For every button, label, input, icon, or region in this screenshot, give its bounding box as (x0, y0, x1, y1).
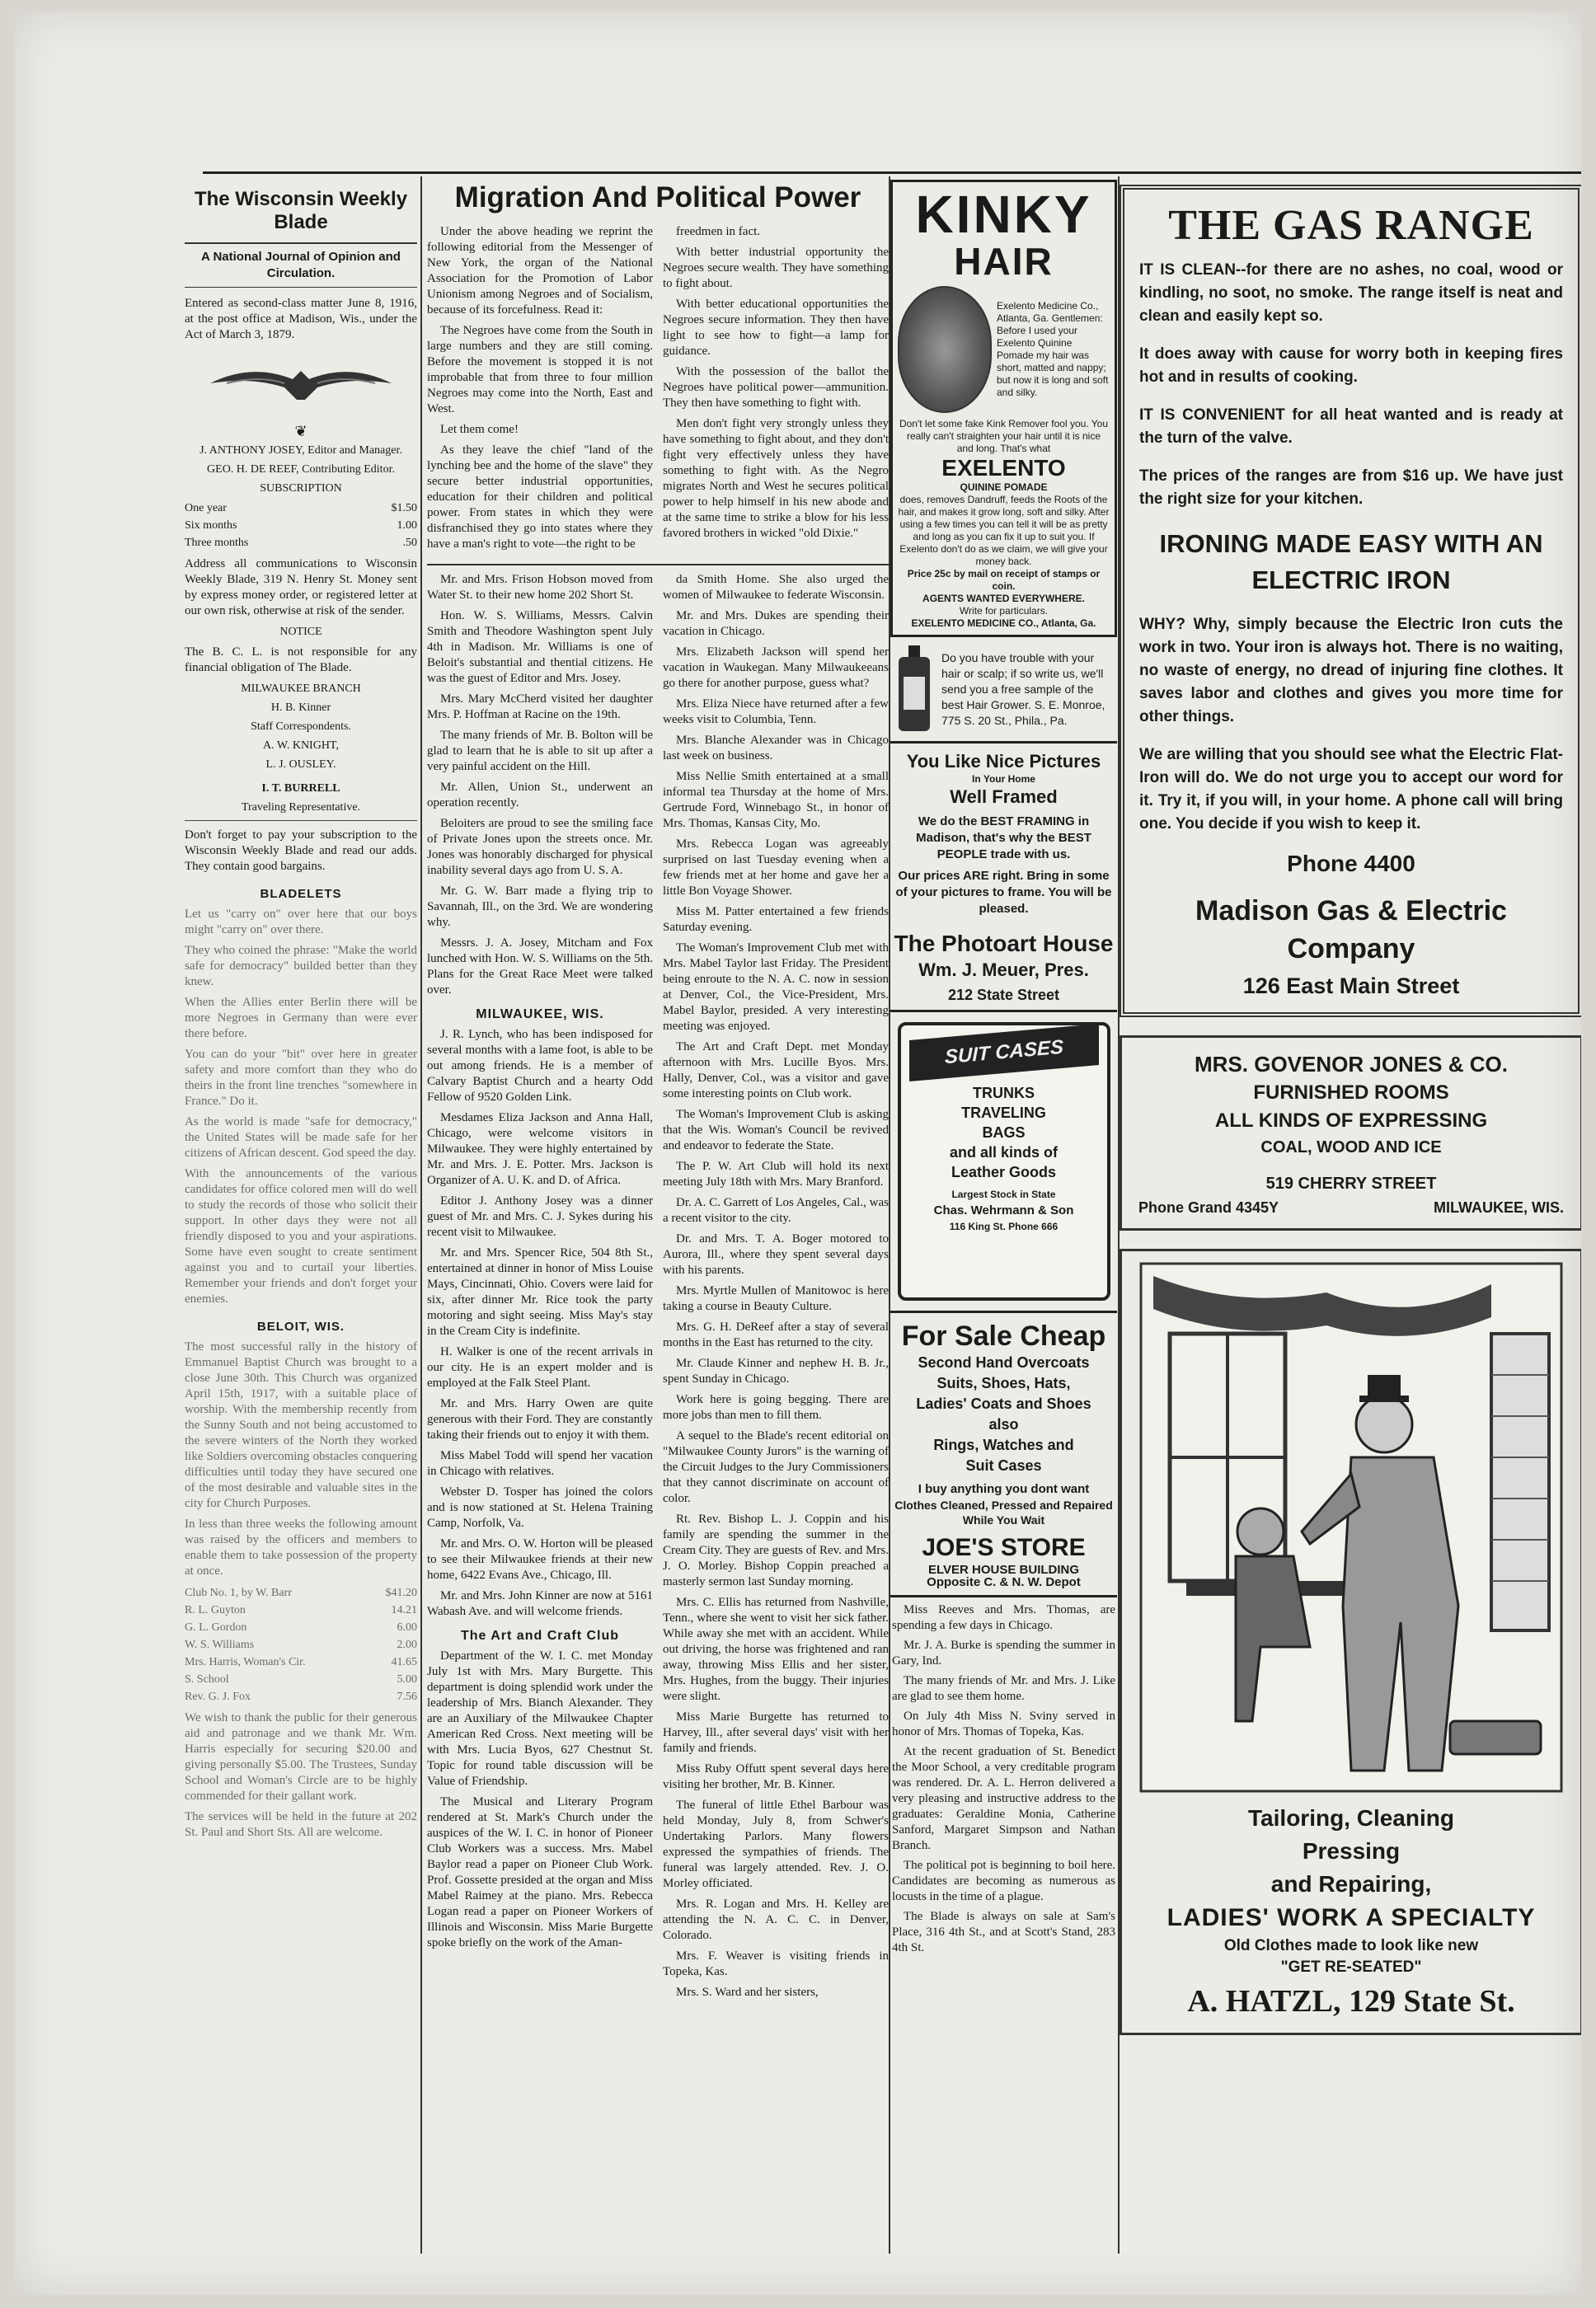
contrib-line: GEO. H. DE REEF, Contributing Editor. (207, 463, 395, 476)
gas-p5: WHY? Why, simply because the Electric Iron cuts the work in two. Your iron is always hot. There is no waiting, no waste of energy, no dread of injuring fine clothes. It saves labor and clothes and gives you more time for other things. (1139, 616, 1563, 725)
hatzl-l6: "GET RE-SEATED" (1280, 1959, 1422, 1976)
table-row: Three months .50 (185, 537, 417, 549)
locals-right (663, 572, 889, 2005)
portrait-image (898, 286, 992, 413)
list-item: With better industrial opportunity the Negroes secure wealth. They have something to fight about. (663, 246, 889, 290)
article-column (427, 180, 889, 2257)
list-item: We wish to thank the public for their generous aid and patronage and we thank Mr. Wm. Harris especially for securing $20.00 and giving personally $5.00. The Trustees, Sunday School and Woman's Circle are to be highly commended for their gallant work. (185, 1711, 417, 1803)
kinky-price: Price 25c by mail on receipt of stamps or coin. (907, 568, 1101, 592)
table-row: Mrs. Harris, Woman's Cir. 41.65 (185, 1656, 417, 1668)
artcraft-heading: The Art and Craft Club (460, 1629, 620, 1643)
list-item: Mr. and Mrs. Frison Hobson moved from Water St. to their new home 202 Short St. (427, 573, 653, 602)
hatzl-l7: A. HATZL, 129 State St. (1187, 1984, 1515, 2019)
beloit-body (185, 1339, 417, 1841)
list-item: Mrs. F. Weaver is visiting friends in Topeka, Kas. (663, 1949, 889, 1978)
kinky-brand2: QUININE POMADE (960, 481, 1048, 493)
traveling-title: Traveling Representative. (241, 801, 361, 814)
hatzl-l2: Pressing (1302, 1838, 1401, 1864)
list-item: On July 4th Miss N. Sviny served in honor of Mrs. Thomas of Topeka, Kas. (892, 1710, 1115, 1738)
hatzl-l1: Tailoring, Cleaning (1248, 1805, 1454, 1831)
sale-bldg: ELVER HOUSE BUILDING (927, 1563, 1080, 1577)
list-item: Mr. and Mrs. Dukes are spending their vacation in Chicago. (663, 609, 889, 638)
ads-column (890, 180, 1117, 2257)
list-item: With better educational opportunities the Negroes secure information. They then have light to see how to fight—a lamp for guidance. (663, 298, 889, 358)
list-item: Suit Cases (965, 1457, 1042, 1474)
kinky-agents: AGENTS WANTED EVERYWHERE. (922, 593, 1085, 604)
column-rule-1 (420, 176, 422, 2254)
list-item: Work here is going begging. There are more jobs than men to fill them. (663, 1393, 889, 1422)
list-item: freedmen in fact. (676, 225, 761, 238)
suitcase-icon (898, 1022, 1110, 1301)
gas-address: 126 East Main Street (1242, 973, 1460, 998)
list-item: Let us "carry on" over here that our boys might "carry on" over there. (185, 908, 417, 936)
big-ads-column (1120, 180, 1581, 2257)
list-item: Ladies' Coats and Shoes (916, 1396, 1091, 1412)
gas-p1: IT IS CLEAN--for there are no ashes, no coal, wood or kindling, no soot, no smoke. The range itself is neat and clean and easily kept so. (1139, 261, 1563, 325)
hatzl-l3: and Repairing, (1270, 1871, 1432, 1897)
list-item: The many friends of Mr. and Mrs. J. Like are glad to see them home. (892, 1674, 1115, 1703)
kinky-company: EXELENTO MEDICINE CO., Atlanta, Ga. (911, 617, 1096, 629)
subscription-table (185, 500, 417, 551)
list-item: The most successful rally in the history of Emmanuel Baptist Church was brought to a close June 30th. This Church was organized April 15th, 1917, with a suitable place of worship. With the membership recently from the Sunny South and not being accustomed to the severe winters of the North they worked like Soldiers overcoming obstacles conquering difficulties until today they have secured one of the most desirable and valuable sites in the city for Church Purposes. (185, 1340, 417, 1510)
list-item: Editor J. Anthony Josey was a dinner guest of Mr. and Mrs. C. J. Sykes during his recent visit to Milwaukee. (427, 1194, 653, 1239)
branch-heading: MILWAUKEE BRANCH (241, 683, 361, 695)
list-item: The political pot is beginning to boil here. Candidates are becoming as numerous as locusts in the time of a plague. (892, 1859, 1115, 1903)
gas-p3: IT IS CONVENIENT for all heat wanted and is ready at the turn of the valve. (1139, 406, 1563, 447)
jones-l3: COAL, WOOD AND ICE (1260, 1138, 1442, 1156)
beloit-heading: BELOIT, WIS. (256, 1320, 345, 1334)
table-row: S. School 5.00 (185, 1673, 417, 1686)
pictures-body: We do the BEST FRAMING in Madison, that's why the BEST PEOPLE trade with us. (916, 814, 1091, 861)
article-body (427, 224, 889, 557)
pictures-prices: Our prices ARE right. Bring in some of your pictures to frame. You will be pleased. (895, 869, 1112, 916)
list-item: Mr. and Mrs. Spencer Rice, 504 8th St., entertained at dinner in honor of Miss Louise Mays, Cincinnati, Ohio. Covers were laid for six, after dinner Mr. Rice took the party motoring and sight seeing. Miss May's stay in the Cream City is indefinite. (427, 1246, 653, 1338)
masthead-title: The Wisconsin Weekly Blade (194, 188, 408, 233)
table-row: Club No. 1, by W. Barr $41.20 (185, 1587, 417, 1599)
list-item: BAGS (982, 1124, 1026, 1141)
kinky-write: Write for particulars. (959, 605, 1049, 617)
dont-forget: Don't forget to pay your subscription to the Wisconsin Weekly Blade and read our adds. They contain good bargains. (185, 820, 417, 875)
list-item: J. R. Lynch, who has been indisposed for several months with a lame foot, is able to be out among friends. He is a member of Calvary Baptist Church and a hearty Odd Fellow of 9520 Golden Link. (427, 1028, 653, 1104)
kinky-hair: HAIR (954, 240, 1054, 283)
bladelets-body (185, 907, 417, 1307)
list-item: The many friends of Mr. B. Bolton will be glad to learn that he is able to sit up after a very painful accident on the Hill. (427, 729, 653, 773)
list-item: Rt. Rev. Bishop L. J. Coppin and his family are spending the summer in the Cream City. They are guests of Rev. and Mrs. J. O. Morley. Bishop Coppin preached a masterly sermon last Sunday morning. (663, 1513, 889, 1588)
list-item: Miss Mabel Todd will spend her vacation in Chicago with relatives. (427, 1449, 653, 1478)
list-item: Mrs. Mary McCherd visited her daughter Mrs. P. Hoffman at Racine on the 19th. (427, 692, 653, 721)
pictures-ad (890, 744, 1117, 1012)
table-row: One year $1.50 (185, 502, 417, 514)
editor-line: J. ANTHONY JOSEY, Editor and Manager. (200, 444, 402, 457)
list-item: Mr. and Mrs. John Kinner are now at 5161 Wabash Ave. and will welcome friends. (427, 1589, 653, 1618)
locals-body (427, 572, 889, 2005)
list-item: Hon. W. S. Williams, Messrs. Calvin Smith and Theodore Washington spent July 4th in Madison. Mr. Williams is one of Beloit's substantial and thential citizens. He was the guest of Editor and Mrs. Josey. (427, 609, 653, 685)
ornament-icon: ❦ (294, 423, 307, 439)
list-item: Mrs. R. Logan and Mrs. H. Kelley are attending the N. A. C. C. in Denver, Colorado. (663, 1898, 889, 1942)
list-item: The Blade is always on sale at Sam's Place, 316 4th St., and at Scott's Stand, 283 4th St. (892, 1910, 1115, 1954)
list-item: Mr. Claude Kinner and nephew H. B. Jr., spent Sunday in Chicago. (663, 1357, 889, 1386)
list-item: Mr. Allen, Union St., underwent an operation recently. (427, 781, 653, 809)
photoart-addr: 212 State Street (947, 987, 1060, 1003)
branch-line: L. J. OUSLEY. (265, 758, 336, 771)
list-item: Mrs. S. Ward and her sisters, (676, 1986, 819, 1999)
kinky-title: KINKY (915, 185, 1092, 244)
notice-heading: NOTICE (279, 626, 322, 638)
list-item: TRAVELING (961, 1105, 1046, 1121)
kinky-brand: EXELENTO (941, 455, 1066, 481)
sale-store: JOE'S STORE (922, 1534, 1086, 1561)
list-item: Messrs. J. A. Josey, Mitcham and Fox lunched with Hon. W. S. Williams on the 5th. Plans for the Great Race Meet were talked over. (427, 936, 653, 997)
suit-address: 116 King St. Phone 666 (949, 1221, 1059, 1232)
list-item: Mr. G. W. Barr made a flying trip to Savannah, Ill., on the 3rd. We are wondering why. (427, 884, 653, 929)
notice-text: The B. C. L. is not responsible for any financial obligation of The Blade. (185, 645, 417, 674)
list-item: Miss M. Patter entertained a few friends Saturday evening. (663, 905, 889, 934)
list-item: As the world is made "safe for democracy," the United States will be made safe for her citizens of African descent. God speed the day. (185, 1115, 417, 1160)
jones-footer (1138, 1199, 1564, 1217)
suit-stock: Largest Stock in State (951, 1189, 1056, 1200)
jones-addr: 519 CHERRY STREET (1265, 1175, 1437, 1193)
iron-heading: IRONING MADE EASY WITH AN ELECTRIC IRON (1159, 529, 1543, 594)
pictures-sub: In Your Home (972, 773, 1035, 785)
photoart-name: The Photoart House (894, 931, 1114, 956)
jones-l1: FURNISHED ROOMS (1253, 1081, 1449, 1104)
gas-p4: The prices of the ranges are from $16 up. We have just the right size for your kitchen. (1139, 467, 1563, 508)
list-item: also (988, 1416, 1019, 1433)
hair-grower-ad (890, 637, 1117, 744)
hatzl-ad (1120, 1249, 1581, 2035)
list-item: Mrs. Myrtle Mullen of Manitowoc is here taking a course in Beauty Culture. (663, 1284, 889, 1313)
article-headline: Migration And Political Power (454, 181, 861, 213)
list-item: The Woman's Improvement Club met with Mrs. Mabel Taylor last Friday. The President being enroute to the N. A. C. now in session at Denver, Col., the Vice-President, Mrs. Mabel Baylor, presided. A very interesting meeting was enjoyed. (663, 941, 889, 1033)
kinky-letter: Exelento Medicine Co., Atlanta, Ga. Gentlemen: Before I used your Exelento Quinine Pomade my hair was short, matted and nappy; but now it is long and soft and silky. (997, 300, 1109, 398)
kinky-hair-ad (890, 180, 1117, 637)
list-item: The Woman's Improvement Club is asking that the Wis. Woman's Council be revived and endeavor to federate the State. (663, 1108, 889, 1152)
jones-ad (1120, 1035, 1581, 1231)
hatzl-l5: Old Clothes made to look like new (1223, 1937, 1479, 1954)
list-item: Dr. A. C. Garrett of Los Angeles, Cal., was a recent visitor to the city. (663, 1196, 889, 1225)
list-item: Second Hand Overcoats (918, 1354, 1090, 1371)
table-row: W. S. Williams 2.00 (185, 1639, 417, 1651)
jones-name: MRS. GOVENOR JONES & CO. (1195, 1052, 1508, 1077)
suitcase-text (913, 1083, 1096, 1286)
list-item: As they leave the chief "land of the lynching bee and the home of the slave" they secure better industrial opportunities, education for their children and political power. From states in which they were disfranchised they go into states where they have a man's right to vote—the right to be (427, 443, 653, 551)
kinky-pitch: Don't let some fake Kink Remover fool you. You really can't straighten your hair until it is nice and long. That's what (899, 418, 1109, 454)
list-item: With the announcements of the various candidates for office colored men will do well to study the records of those who solicit their support. In other days they were not all friendly disposed to you and your aspirations. Some have even sought to create sentiment against you and to curtail your liberties. Remember your friends and don't forget your enemies. (185, 1167, 417, 1306)
jones-phone: Phone Grand 4345Y (1138, 1199, 1279, 1216)
gas-p6: We are willing that you should see what the Electric Flat-Iron will do. We do not urge you to accept our word for it. Try it, if you will, in your home. A phone call will bring one. You decide if you wish to keep it. (1139, 746, 1563, 833)
list-item: Under the above heading we reprint the following editorial from the Messenger of New York, the organ of the National Association for the Promotion of Labor Unionism among Negroes and of Socialism, because of its forcefulness. Read it: (427, 225, 653, 317)
donation-table (185, 1584, 417, 1705)
list-item: When the Allies enter Berlin there will be more Negroes in Germany than were ever there before. (185, 996, 417, 1040)
list-item: The Musical and Literary Program rendered at St. Mark's Church under the auspices of the W. I. C. in honor of Pioneer Club Workers was a success. Mrs. Mabel Baylor read a paper on Pioneer Club Work. Prof. Gossette presided at the organ and Miss Mabel Raimey at the piano. Mrs. Rebecca Logan read a paper on Pioneer Workers of Illinois and Wisconsin. Miss Marie Burgette spoke briefly on the work of the Aman- (427, 1795, 653, 1949)
eagle-icon (193, 354, 409, 412)
list-item: With the possession of the ballot the Negroes have political power—ammunition. They then have something to fight with. (663, 365, 889, 410)
list-item: At the recent graduation of St. Benedict the Moor School, a very creditable program was rendered. Dr. A. L. Herron delivered a very pleasing and instructive address to the graduates: Geraldine Monia, Catherine Sanford, Margaret Simpson and Nathan Branch. (892, 1745, 1115, 1852)
list-item: Mrs. C. Ellis has returned from Nashville, Tenn., where she went to visit her sick father. While away she met with an accident. While out driving, the horse was frightened and ran away, throwing Miss Ellis and her sister, Mrs. Hughes, from the buggy. Their injuries were slight. (663, 1596, 889, 1703)
milwaukee-heading: MILWAUKEE, WIS. (476, 1007, 604, 1021)
hatzl-l4: LADIES' WORK A SPECIALTY (1166, 1904, 1536, 1931)
list-item: The Negroes have come from the South in large numbers and they are still coming. Before the movement is stopped it is not improbable that from three to four million Negroes may come into the North, East and West. (427, 324, 653, 415)
branch-line: A. W. KNIGHT, (263, 739, 339, 752)
sale-clean: Clothes Cleaned, Pressed and Repaired While You Wait (894, 1499, 1113, 1527)
list-item: Mesdames Eliza Jackson and Anna Hall, Chicago, were welcome visitors in Milwaukee. They were highly entertained by Mr. and Mrs. J. E. Potter. Mrs. Jackson is Organizer of A. U. K. and D. of Africa. (427, 1111, 653, 1187)
pictures-framed: Well Framed (950, 786, 1058, 807)
list-item: Miss Reeves and Mrs. Thomas, are spending a few days in Chicago. (892, 1603, 1115, 1632)
list-item: Miss Ruby Offutt spent several days here visiting her brother, Mr. B. Kinner. (663, 1762, 889, 1791)
list-item: Mrs. Eliza Niece have returned after a few weeks visit to Columbia, Tenn. (663, 697, 889, 726)
kinky-body: does, removes Dandruff, feeds the Roots of the hair, and makes it grow long, soft and silky. After using a few times you can tell it will be as pretty and long as you can fix it up to suit you. If Exelento don't do as we claim, we will give your money back. (898, 494, 1110, 567)
gas-phone: Phone 4400 (1287, 851, 1415, 876)
newspaper-page (15, 12, 1581, 2295)
sale-ad (890, 1313, 1117, 1597)
list-item: Department of the W. I. C. met Monday July 1st with Mrs. Mary Burgette. This department is doing splendid work under the leadership of Mrs. Bianch Alexander. They are an Auxiliary of the Milwaukee Chapter American Red Cross. Next meeting will be with Mrs. Lucia Byos, 627 Chestnut St. Topic for round table discussion will be Value of Friendship. (427, 1649, 653, 1788)
list-item: The Art and Craft Dept. met Monday afternoon with Mrs. Lucille Byos. Mrs. Hally, Denver, Col., was a visitor and gave some interesting points on Club work. (663, 1040, 889, 1100)
photoart-pres: Wm. J. Meuer, Pres. (918, 959, 1089, 980)
masthead-column (185, 180, 417, 2257)
suitcase-band: SUIT CASES (909, 1024, 1099, 1081)
bottom-locals (890, 1597, 1117, 1965)
list-item: Beloiters are proud to see the smiling face of Private Jones upon the streets once. Mr. Jones was honorably discharged for physical inability several days ago from U. S. A. (427, 817, 653, 877)
list-item: Suits, Shoes, Hats, (936, 1375, 1071, 1391)
traveling-name: I. T. BURRELL (261, 782, 340, 795)
tailor-illustration-icon (1130, 1260, 1572, 1795)
branch-line: Staff Correspondents. (251, 720, 351, 733)
suit-company: Chas. Wehrmann & Son (933, 1203, 1074, 1217)
list-item: Dr. and Mrs. T. A. Boger motored to Aurora, Ill., where they spent several days with his parents. (663, 1232, 889, 1277)
table-row: G. L. Gordon 6.00 (185, 1621, 417, 1634)
subscription-heading: SUBSCRIPTION (260, 482, 342, 495)
list-item: Leather Goods (951, 1164, 1057, 1180)
list-item: The P. W. Art Club will hold its next meeting July 18th with Mrs. Mary Branford. (663, 1160, 889, 1189)
list-item: TRUNKS (973, 1085, 1035, 1101)
list-item: A sequel to the Blade's recent editorial on "Milwaukee County Jurors" is the warning of the Circuit Judges to the Jury Commissioners that they cannot discriminate on account of color. (663, 1429, 889, 1505)
list-item: Mrs. Blanche Alexander was in Chicago last week on business. (663, 734, 889, 762)
locals-left (427, 572, 653, 2005)
sale-opposite: Opposite C. & N. W. Depot (927, 1575, 1081, 1589)
list-item: da Smith Home. She also urged the women of Milwaukee to federate Wisconsin. (663, 573, 889, 602)
sale-title: For Sale Cheap (901, 1321, 1106, 1352)
list-item: Mrs. Elizabeth Jackson will spend her vacation in Waukegan. Many Milwaukeeans go there for another purpose, guess what? (663, 645, 889, 690)
bladelets-heading: BLADELETS (260, 887, 342, 901)
jones-l2: ALL KINDS OF EXPRESSING (1214, 1109, 1488, 1132)
list-item: The funeral of little Ethel Barbour was held Monday, July 8, from Schwer's Undertaking Parlors. Many flowers expressed the sympathies of friends. The funeral was largely attended. Rev. J. O. Morley officiated. (663, 1799, 889, 1890)
table-row: Six months 1.00 (185, 519, 417, 532)
bottle-icon (894, 644, 935, 734)
gas-title: THE GAS RANGE (1168, 202, 1534, 249)
pictures-title: You Like Nice Pictures (906, 751, 1101, 772)
table-row: Rev. G. J. Fox 7.56 (185, 1691, 417, 1703)
gas-p2: It does away with cause for worry both in keeping fires hot and in results of cooking. (1139, 345, 1563, 386)
branch-line: H. B. Kinner (270, 701, 331, 714)
gas-company: Madison Gas & Electric Company (1195, 895, 1507, 964)
list-item: Mr. and Mrs. Harry Owen are quite generous with their Ford. They are constantly taking their friends out to enjoy it with them. (427, 1397, 653, 1442)
table-row: R. L. Guyton 14.21 (185, 1604, 417, 1616)
article-right (663, 224, 889, 557)
article-left (427, 224, 653, 557)
address-note: Address all communications to Wisconsin Weekly Blade, 319 N. Henry St. Money sent by express money order, or registered letter at our own risk, otherwise at risk of the sender. (185, 557, 417, 617)
list-item: In less than three weeks the following amount was raised by the officers and members to enable them to take possession of the property at once. (185, 1518, 417, 1578)
list-item: Mrs. G. H. DeReef after a stay of several months in the East has returned to the city. (663, 1321, 889, 1349)
suitcase-ad (890, 1012, 1117, 1313)
entry-notice: Entered as second-class matter June 8, 1916, at the post office at Madison, Wis., under the Act of March 3, 1879. (185, 297, 417, 341)
masthead-tagline: A National Journal of Opinion and Circulation. (185, 242, 417, 288)
sale-buy: I buy anything you dont want (918, 1482, 1090, 1496)
list-item: They who coined the phrase: "Make the world safe for democracy" builded better than they knew. (185, 944, 417, 988)
list-item: Webster D. Tosper has joined the colors and is now stationed at St. Helena Training Camp, Norfolk, Va. (427, 1485, 653, 1530)
list-item: Let them come! (440, 423, 519, 436)
jones-city: MILWAUKEE, WIS. (1433, 1199, 1564, 1216)
grower-text: Do you have trouble with your hair or scalp; if so write us, we'll send you a free sample of the best Hair Grower. S. E. Monroe, 775 S. 20 St., Phila., Pa. (941, 650, 1105, 727)
list-item: Men don't fight very strongly unless they have something to fight about, and they don't fight very effectively unless they have something to fight with. As the Negro migrates North and West he secures political power to help himself in his new abode and at the same time to strike a blow for his less favored brothers in wicked "old Dixie." (663, 417, 889, 540)
list-item: Miss Marie Burgette has returned to Harvey, Ill., after several days' visit with her family and friends. (663, 1710, 889, 1755)
list-item: H. Walker is one of the recent arrivals in our city. He is an expert molder and is employed at the Falk Steel Plant. (427, 1345, 653, 1390)
top-rule (203, 171, 1581, 174)
list-item: Mr. J. A. Burke is spending the summer in Gary, Ind. (892, 1639, 1115, 1668)
list-item: Mrs. Rebecca Logan was agreeably surprised on last Tuesday evening when a few friends met at her home and gave her a little Bon Voyage Shower. (663, 837, 889, 898)
list-item: Miss Nellie Smith entertained at a small informal tea Thursday at the home of Mrs. Gertrude Ford, Winnebago St., in honor of Mrs. Thomas, Kansas City, Mo. (663, 770, 889, 830)
list-item: and all kinds of (949, 1144, 1059, 1161)
list-item: The services will be held in the future at 202 St. Paul and Short Sts. All are welcome. (185, 1810, 417, 1839)
list-item: You can do your "bit" over here in greater safety and more comfort than they who do theirs in the front line trenches "somewhere in France." Do it. (185, 1048, 417, 1108)
list-item: Rings, Watches and (933, 1437, 1074, 1453)
gas-range-ad (1120, 185, 1581, 1017)
list-item: Mr. and Mrs. O. W. Horton will be pleased to see their Milwaukee friends at their new home, 6422 Evans Ave., Chicago, Ill. (427, 1537, 653, 1582)
